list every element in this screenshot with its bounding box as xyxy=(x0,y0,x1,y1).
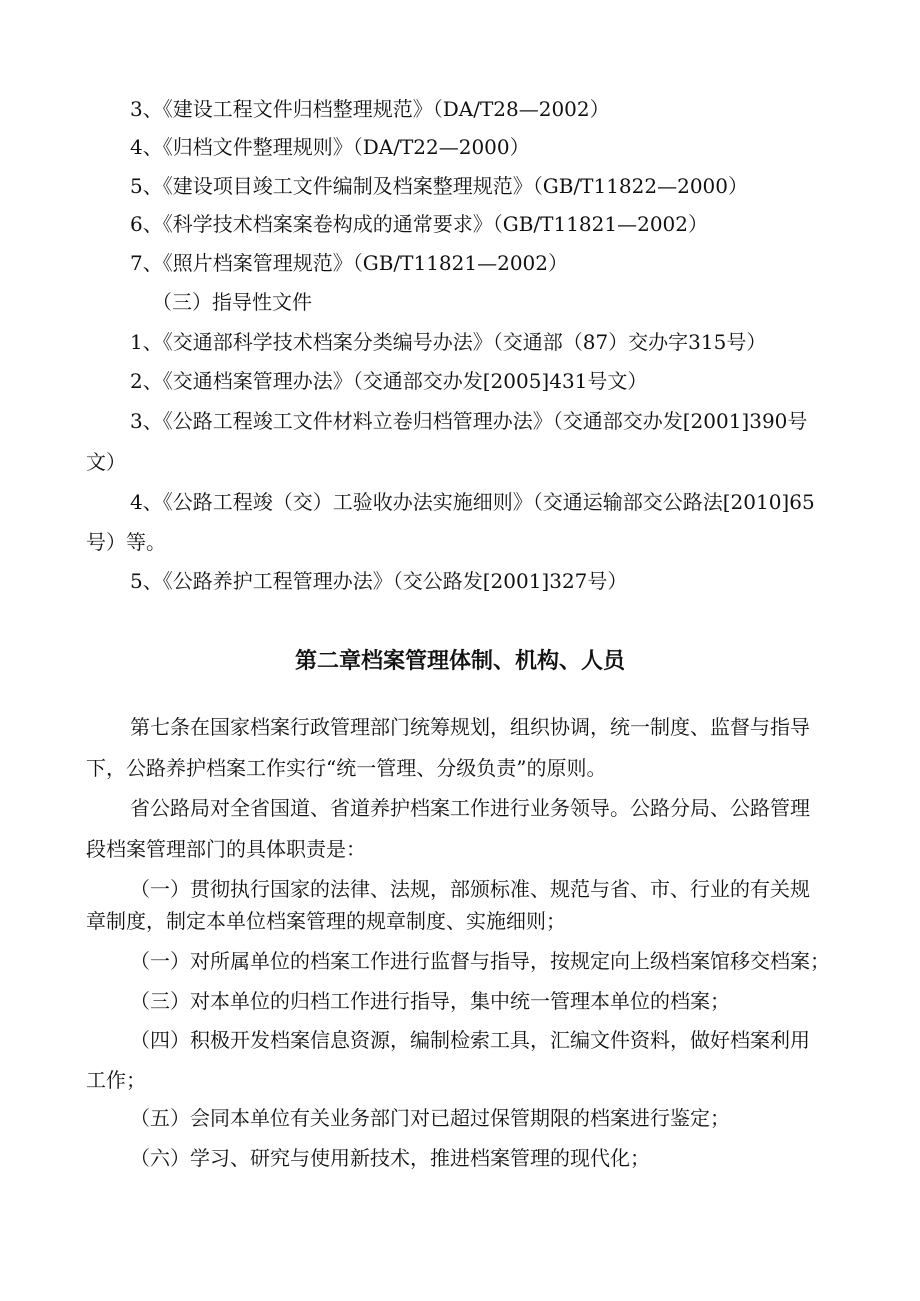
guidance-item-5: 5、《公路养护工程管理办法》（交公路发[2001]327号） xyxy=(130,569,628,593)
chapter-heading: 第二章档案管理体制、机构、人员 xyxy=(294,649,625,674)
standard-item-5: 5、《建设项目竣工文件编制及档案整理规范》（GB/T11822—2000） xyxy=(130,174,748,198)
guidance-item-1: 1、《交通部科学技术档案分类编号办法》（交通部（87）交办字315号） xyxy=(130,330,767,354)
duties-intro-line1: 省公路局对全省国道、省道养护档案工作进行业务领导。公路分局、公路管理 xyxy=(130,796,810,820)
guidance-section-title: （三）指导性文件 xyxy=(152,290,312,314)
article-7-line2: 下，公路养护档案工作实行“统一管理、分级负责”的原则。 xyxy=(86,756,607,780)
article-7-line1: 第七条在国家档案行政管理部门统筹规划，组织协调，统一制度、监督与指导 xyxy=(130,715,810,739)
duty-4-line1: （四）积极开发档案信息资源，编制检索工具，汇编文件资料，做好档案利用 xyxy=(130,1028,810,1052)
guidance-item-2: 2、《交通档案管理办法》（交通部交办发[2005]431号文） xyxy=(130,369,648,393)
standard-item-7: 7、《照片档案管理规范》（GB/T11821—2002） xyxy=(130,251,568,275)
duty-3: （三）对本单位的归档工作进行指导，集中统一管理本单位的档案； xyxy=(130,989,730,1013)
standard-item-3: 3、《建设工程文件归档整理规范》（DA/T28—2002） xyxy=(130,97,610,121)
duty-5: （五）会同本单位有关业务部门对已超过保管期限的档案进行鉴定； xyxy=(130,1106,730,1130)
guidance-item-4-line2: 号）等。 xyxy=(86,530,166,554)
standard-item-6: 6、《科学技术档案案卷构成的通常要求》（GB/T11821—2002） xyxy=(130,212,708,236)
duties-intro-line2: 段档案管理部门的具体职责是： xyxy=(86,837,366,861)
duty-6: （六）学习、研究与使用新技术，推进档案管理的现代化； xyxy=(130,1146,650,1170)
guidance-item-3-line2: 文） xyxy=(86,450,126,474)
guidance-item-4-line1: 4、《公路工程竣（交）工验收办法实施细则》（交通运输部交公路法[2010]65 xyxy=(130,490,815,514)
guidance-item-3-line1: 3、《公路工程竣工文件材料立卷归档管理办法》（交通部交办发[2001]390号 xyxy=(130,409,808,433)
duty-1-line2: 章制度，制定本单位档案管理的规章制度、实施细则； xyxy=(86,909,566,933)
standard-item-4: 4、《归档文件整理规则》（DA/T22—2000） xyxy=(130,135,530,159)
duty-2: （一）对所属单位的档案工作进行监督与指导，按规定向上级档案馆移交档案； xyxy=(130,949,830,973)
duty-1-line1: （一）贯彻执行国家的法律、法规，部颁标准、规范与省、市、行业的有关规 xyxy=(130,877,810,901)
duty-4-line2: 工作； xyxy=(86,1068,146,1092)
